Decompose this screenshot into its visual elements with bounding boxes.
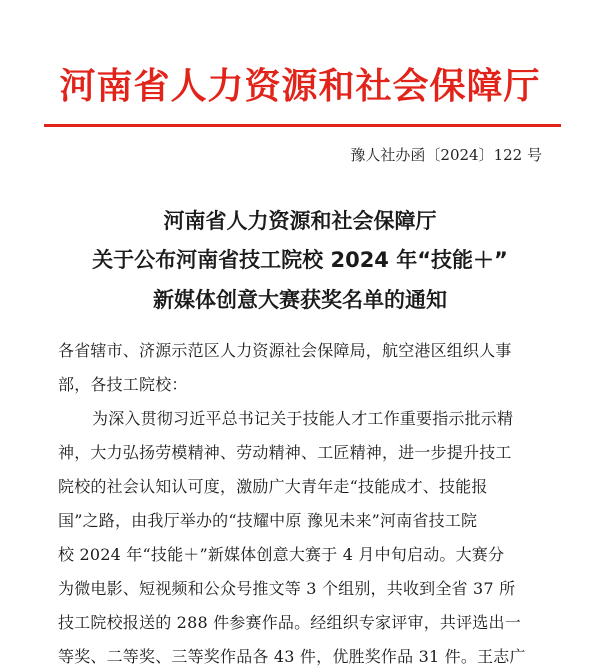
notice-title-line-2: 关于公布河南省技工院校 2024 年“技能＋” <box>92 248 508 272</box>
paragraph-line: 院校的社会认知认可度，激励广大青年走“技能成才、技能报 <box>58 477 488 496</box>
paragraph-line: 技工院校报送的 288 件参赛作品。经组织专家评审，共评选出一 <box>58 613 521 632</box>
letterhead-title: 河南省人力资源和社会保障厅 <box>59 66 541 107</box>
paragraph-line: 为深入贯彻习近平总书记关于技能人才工作重要指示批示精 <box>92 409 514 428</box>
salutation-line: 各省辖市、济源示范区人力资源社会保障局，航空港区组织人事 <box>58 341 512 360</box>
notice-title-line-3: 新媒体创意大赛获奖名单的通知 <box>153 288 447 312</box>
paragraph-line: 为微电影、短视频和公众号推文等 3 个组别，共收到全省 37 所 <box>58 579 516 598</box>
paragraph-line: 等奖、二等奖、三等奖作品各 43 件，优胜奖作品 31 件。王志广 <box>58 647 526 666</box>
paragraph-line: 国”之路，由我厅举办的“技耀中原 豫见未来”河南省技工院 <box>58 511 478 530</box>
paragraph-line: 校 2024 年“技能＋”新媒体创意大赛于 4 月中旬启动。大赛分 <box>58 545 505 564</box>
letterhead-divider <box>44 124 561 127</box>
salutation-line: 部，各技工院校： <box>58 375 188 394</box>
document-number: 豫人社办函〔2024〕122 号 <box>350 146 542 164</box>
paragraph-line: 神，大力弘扬劳模精神、劳动精神、工匠精神，进一步提升技工 <box>58 443 512 462</box>
notice-title-line-1: 河南省人力资源和社会保障厅 <box>163 209 437 233</box>
